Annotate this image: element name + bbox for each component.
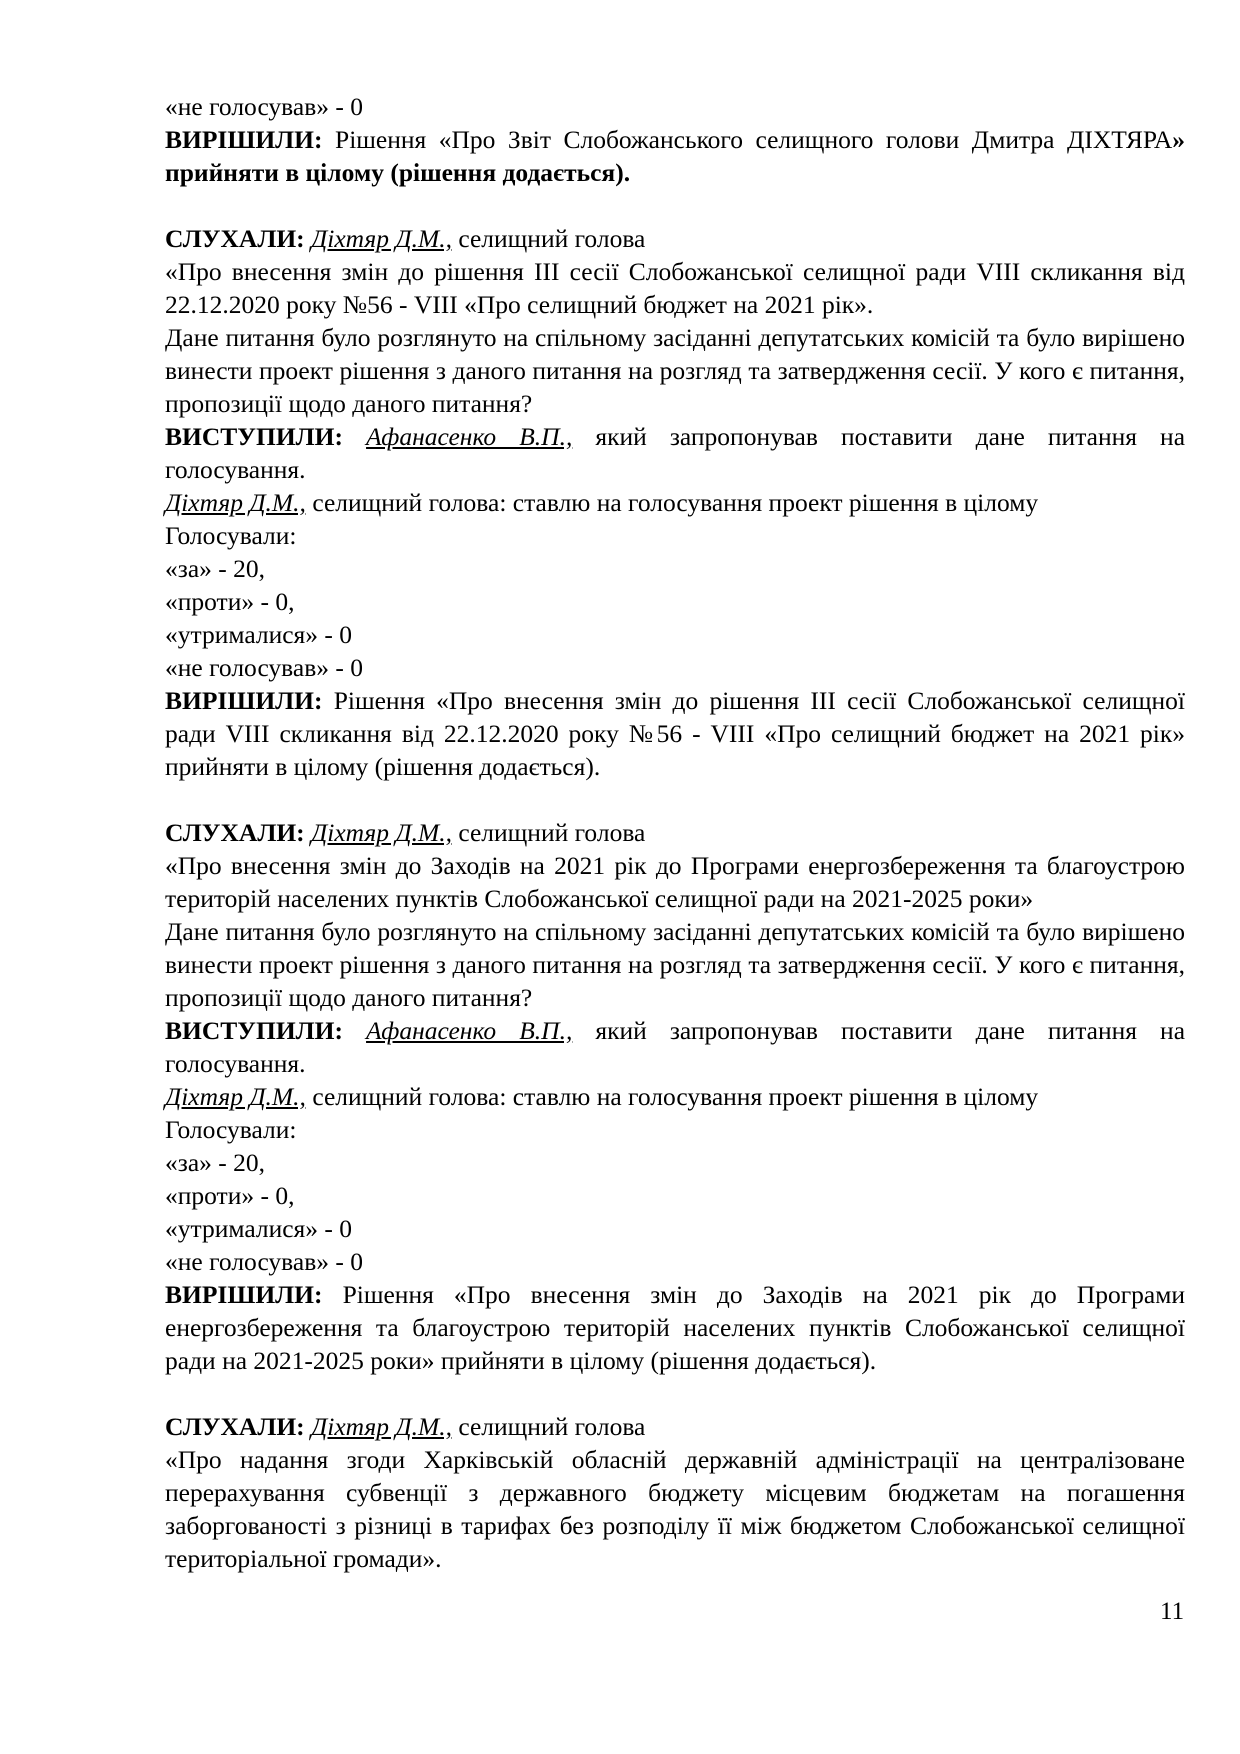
voted-label: Голосували: (165, 521, 297, 550)
spoke-paragraph (165, 420, 1185, 486)
speaker-role: селищний голова (458, 224, 646, 253)
vote-call-text: селищний голова: ставлю на голосування проект рішення в цілому (312, 488, 1039, 517)
discussion-paragraph: Дане питання було розглянуто на спільному засіданні депутатських комісій та було вирішено винести проект рішення з даного питання на розгляд та затвердження сесії. У кого є питання, пропозиції щодо даного питання? (165, 323, 1185, 418)
spoke-paragraph (165, 1014, 1185, 1080)
heard-label: СЛУХАЛИ: (165, 224, 305, 253)
decided-label: ВИРІШИЛИ: (165, 125, 323, 154)
vote-not-voted: «не голосував» - 0 (165, 1247, 363, 1276)
vote-not-voted: «не голосував» - 0 (165, 653, 363, 682)
decision-text: Рішення «Про внесення змін до Заходів на 2021 рік до Програми енергозбереження та благоустрою територій населених пунктів Слобожанської селищної ради на 2021-2025 роки» прийняти в цілому (рішення додається). (165, 1280, 1186, 1375)
spoke-label: ВИСТУПИЛИ: (165, 1016, 343, 1045)
topic-paragraph: «Про внесення змін до рішення ІІІ сесії Слобожанської селищної ради VIII скликання від 22.12.2020 року №56 - VIII «Про селищний бюджет на 2021 рік». (165, 257, 1185, 319)
heard-line (165, 1410, 1185, 1443)
vote-against: «проти» - 0, (165, 1181, 295, 1210)
heard-line (165, 222, 1185, 255)
vote-call-line (165, 486, 1185, 519)
decision-paragraph (165, 123, 1185, 189)
decision-text-a: Рішення « (335, 125, 452, 154)
document-page (165, 90, 1185, 1575)
decision-paragraph (165, 1278, 1185, 1377)
decided-label: ВИРІШИЛИ: (165, 686, 323, 715)
topic-paragraph: «Про надання згоди Харківській обласній державній адміністрації на централізоване перерахування субвенції з державного бюджету місцевим бюджетам на погашення заборгованості з різниці в тарифах без розподілу її між бюджетом Слобожанської селищної територіальної громади». (165, 1445, 1185, 1573)
speaker-dikhtiar: Діхтяр Д.М., (165, 1082, 306, 1111)
decided-label: ВИРІШИЛИ: (165, 1280, 323, 1309)
speaker-dikhtiar: Діхтяр Д.М., (311, 1412, 452, 1441)
spoke-text: який запропонував поставити дане питання на голосування. (165, 1016, 1186, 1078)
speaker-dikhtiar: Діхтяр Д.М., (311, 818, 452, 847)
decision-paragraph (165, 684, 1185, 783)
decision-text-c: » прийняти в цілому (рішення додається). (165, 125, 1185, 187)
vote-abstained: «утрималися» - 0 (165, 1214, 353, 1243)
decision-text: Рішення «Про внесення змін до рішення ІІІ сесії Слобожанської селищної ради VIII скликання від 22.12.2020 року №56 - VIII «Про селищний бюджет на 2021 рік» прийняти в цілому (рішення додається). (165, 686, 1185, 781)
speaker-dikhtiar: Діхтяр Д.М., (311, 224, 452, 253)
vote-against: «проти» - 0, (165, 587, 295, 616)
speaker-afanasenko: Афанасенко В.П., (366, 422, 573, 451)
heard-label: СЛУХАЛИ: (165, 1412, 305, 1441)
heard-label: СЛУХАЛИ: (165, 818, 305, 847)
vote-call-line (165, 1080, 1185, 1113)
vote-for: «за» - 20, (165, 1148, 266, 1177)
page-number: 11 (1160, 1598, 1185, 1625)
speaker-role: селищний голова (458, 818, 646, 847)
speaker-role: селищний голова (458, 1412, 646, 1441)
heard-line (165, 816, 1185, 849)
vote-not-voted: «не голосував» - 0 (165, 92, 363, 121)
topic-paragraph: «Про внесення змін до Заходів на 2021 рік до Програми енергозбереження та благоустрою територій населених пунктів Слобожанської селищної ради на 2021-2025 роки» (165, 851, 1185, 913)
vote-call-text: селищний голова: ставлю на голосування проект рішення в цілому (312, 1082, 1039, 1111)
spoke-label: ВИСТУПИЛИ: (165, 422, 343, 451)
discussion-paragraph: Дане питання було розглянуто на спільному засіданні депутатських комісій та було вирішено винести проект рішення з даного питання на розгляд та затвердження сесії. У кого є питання, пропозиції щодо даного питання? (165, 917, 1185, 1012)
speaker-afanasenko: Афанасенко В.П., (366, 1016, 573, 1045)
decision-text-b: Про Звіт Слобожанського селищного голови Дмитра ДІХТЯРА (451, 125, 1173, 154)
vote-for: «за» - 20, (165, 554, 266, 583)
vote-abstained: «утрималися» - 0 (165, 620, 353, 649)
voted-label: Голосували: (165, 1115, 297, 1144)
speaker-dikhtiar: Діхтяр Д.М., (165, 488, 306, 517)
spoke-text: який запропонував поставити дане питання на голосування. (165, 422, 1186, 484)
